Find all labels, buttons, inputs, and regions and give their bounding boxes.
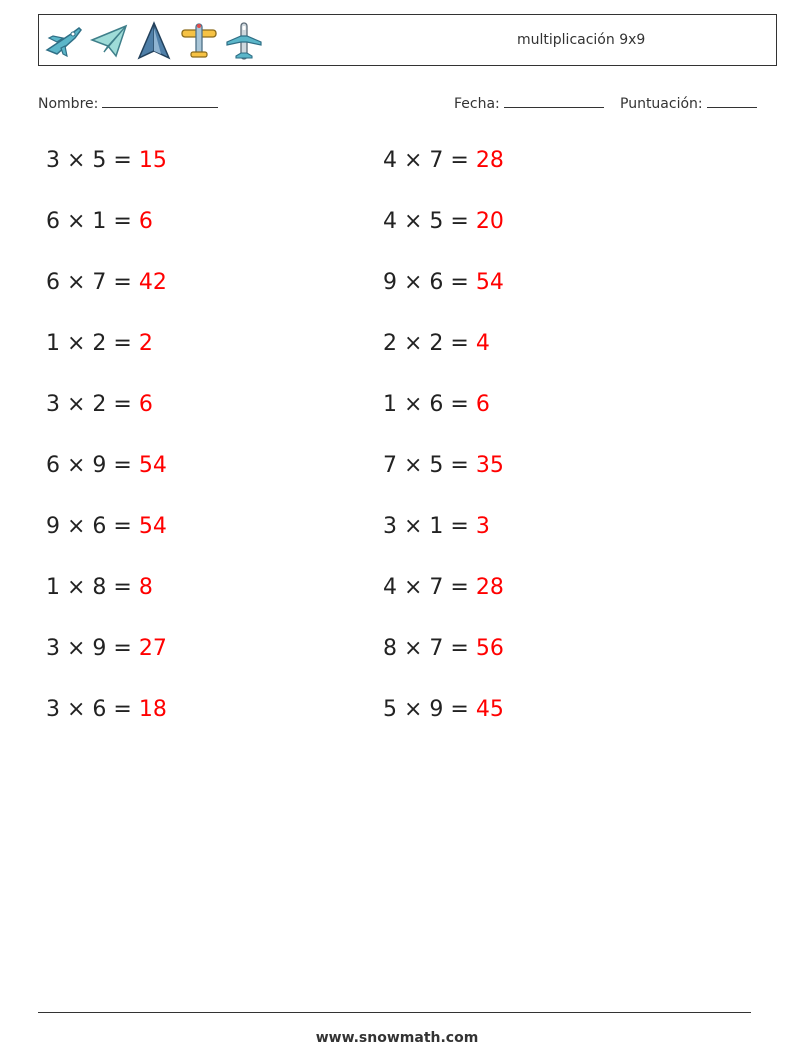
problem-answer: 4 <box>475 331 490 356</box>
score-label: Puntuación: <box>620 96 703 112</box>
problem-answer: 20 <box>475 209 504 234</box>
problem-question: 3 × 9 = <box>46 636 139 661</box>
problem-question: 3 × 2 = <box>46 392 139 417</box>
footer-url[interactable]: www.snowmath.com <box>315 1030 479 1046</box>
problem-answer: 35 <box>475 453 504 478</box>
problem-question: 1 × 2 = <box>46 331 139 356</box>
problem-answer: 6 <box>475 392 490 417</box>
problem-right-8 <box>383 575 504 600</box>
worksheet-title: multiplicación 9x9 <box>517 32 646 48</box>
problem-left-3 <box>46 270 167 295</box>
problem-right-10 <box>383 697 504 722</box>
date-blank[interactable] <box>504 93 604 108</box>
problem-right-9 <box>383 636 504 661</box>
problem-answer: 54 <box>138 453 167 478</box>
problem-question: 6 × 7 = <box>46 270 139 295</box>
biplane-icon <box>178 20 220 62</box>
problem-question: 4 × 7 = <box>383 148 476 173</box>
problem-question: 8 × 7 = <box>383 636 476 661</box>
problem-question: 4 × 7 = <box>383 575 476 600</box>
problem-right-3 <box>383 270 504 295</box>
problem-question: 3 × 6 = <box>46 697 139 722</box>
airliner-icon <box>223 20 265 62</box>
problem-left-2 <box>46 209 153 234</box>
problem-answer: 27 <box>138 636 167 661</box>
problem-question: 9 × 6 = <box>383 270 476 295</box>
problem-left-6 <box>46 453 167 478</box>
header-box <box>38 14 777 66</box>
problem-question: 6 × 9 = <box>46 453 139 478</box>
problem-answer: 18 <box>138 697 167 722</box>
problem-answer: 45 <box>475 697 504 722</box>
problem-right-2 <box>383 209 504 234</box>
problem-right-1 <box>383 148 504 173</box>
problem-right-4 <box>383 331 490 356</box>
problem-answer: 15 <box>138 148 167 173</box>
problem-answer: 42 <box>138 270 167 295</box>
problem-answer: 56 <box>475 636 504 661</box>
stealth-jet-icon <box>133 20 175 62</box>
date-field <box>454 93 604 112</box>
problem-left-1 <box>46 148 167 173</box>
icon-strip <box>43 19 268 63</box>
problem-answer: 3 <box>475 514 490 539</box>
problem-question: 1 × 8 = <box>46 575 139 600</box>
problem-right-6 <box>383 453 504 478</box>
problem-left-9 <box>46 636 167 661</box>
problem-answer: 6 <box>138 209 153 234</box>
problem-left-8 <box>46 575 153 600</box>
problem-answer: 28 <box>475 575 504 600</box>
problem-answer: 54 <box>138 514 167 539</box>
problem-answer: 2 <box>138 331 153 356</box>
problem-question: 7 × 5 = <box>383 453 476 478</box>
score-field <box>620 93 757 112</box>
problem-left-4 <box>46 331 153 356</box>
date-label: Fecha: <box>454 96 500 112</box>
problem-question: 5 × 9 = <box>383 697 476 722</box>
problem-question: 2 × 2 = <box>383 331 476 356</box>
problem-question: 3 × 5 = <box>46 148 139 173</box>
problem-question: 1 × 6 = <box>383 392 476 417</box>
problem-question: 3 × 1 = <box>383 514 476 539</box>
problem-answer: 6 <box>138 392 153 417</box>
score-blank[interactable] <box>707 93 757 108</box>
problem-left-7 <box>46 514 167 539</box>
name-field <box>38 93 218 112</box>
problem-right-7 <box>383 514 490 539</box>
problem-left-5 <box>46 392 153 417</box>
problem-left-10 <box>46 697 167 722</box>
footer-divider <box>38 1012 751 1013</box>
name-blank[interactable] <box>102 93 218 108</box>
problem-answer: 8 <box>138 575 153 600</box>
problem-question: 4 × 5 = <box>383 209 476 234</box>
problem-question: 6 × 1 = <box>46 209 139 234</box>
paper-plane-icon <box>88 20 130 62</box>
problem-right-5 <box>383 392 490 417</box>
problem-answer: 28 <box>475 148 504 173</box>
jet-plane-icon <box>43 20 85 62</box>
problem-question: 9 × 6 = <box>46 514 139 539</box>
name-label: Nombre: <box>38 96 99 112</box>
problem-answer: 54 <box>475 270 504 295</box>
